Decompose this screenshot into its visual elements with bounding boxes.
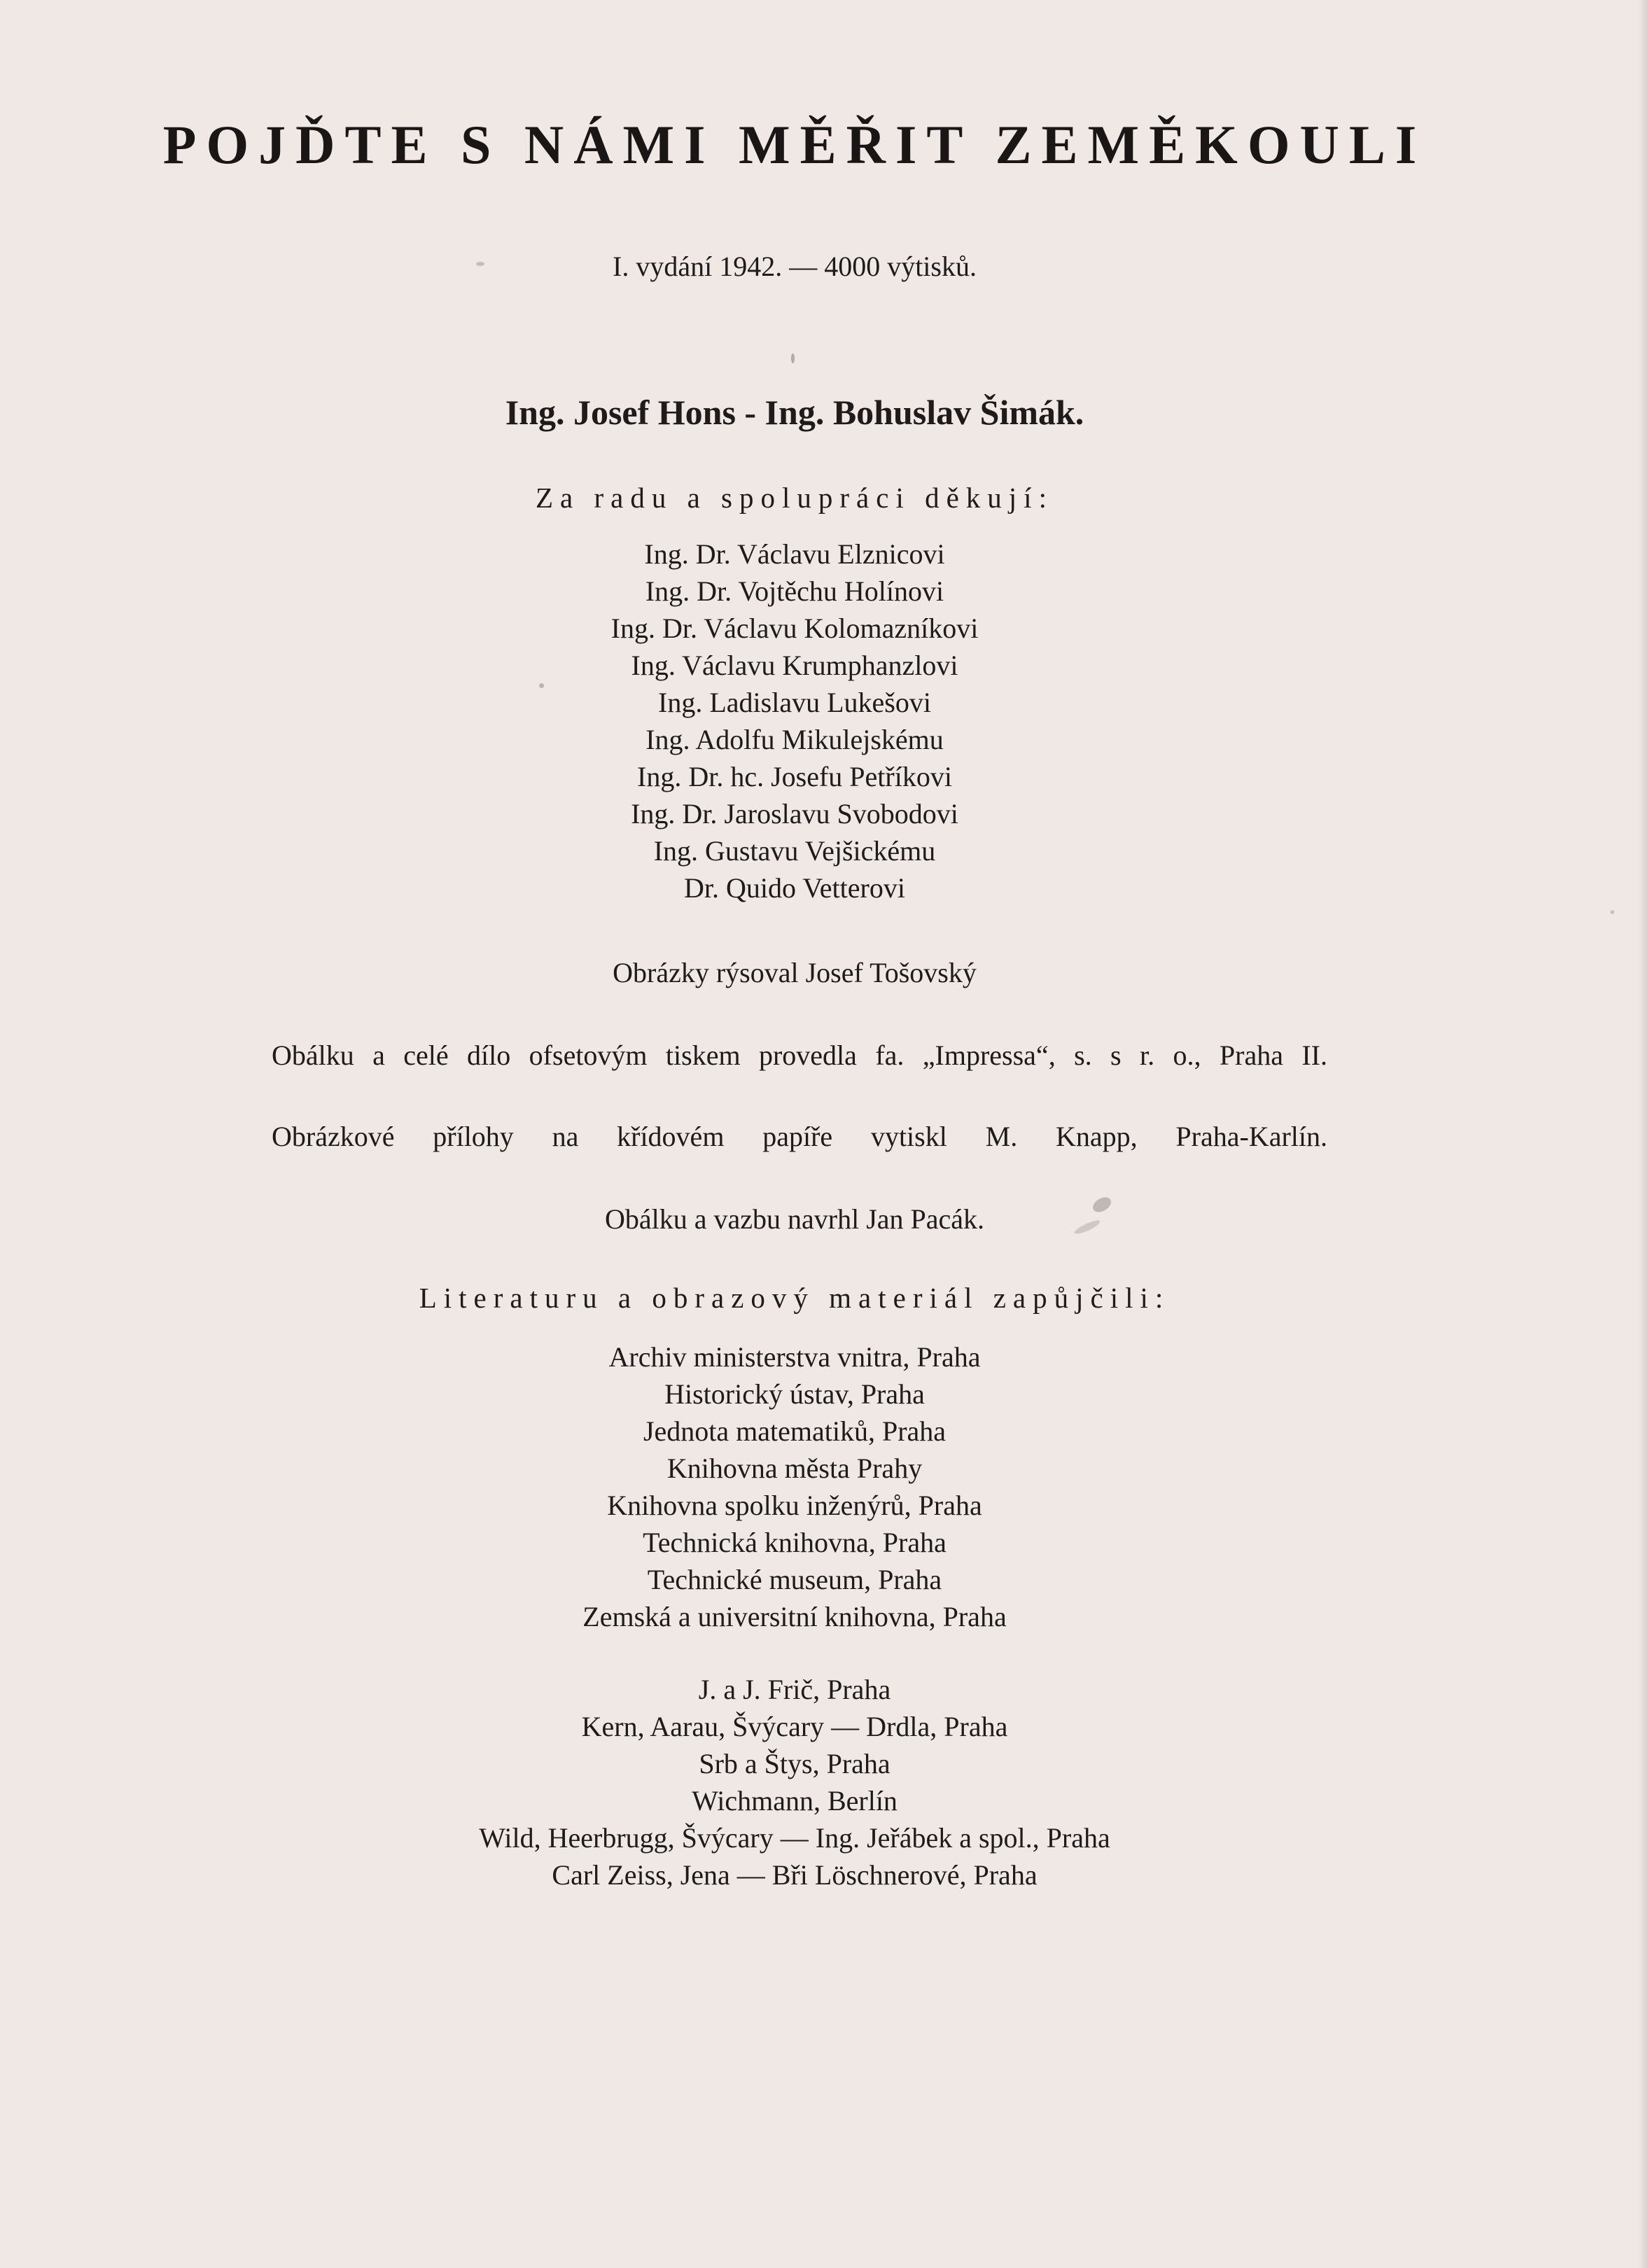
institution-item: Knihovna spolku inženýrů, Praha: [607, 1490, 982, 1521]
thanks-name: Ing. Dr. Václavu Elznicovi: [644, 538, 945, 570]
company-item: Srb a Štys, Praha: [699, 1748, 891, 1779]
company-item: Wichmann, Berlín: [692, 1785, 898, 1816]
institution-item: Archiv ministerstva vnitra, Praha: [608, 1341, 981, 1373]
thanks-heading: Za radu a spolupráci děkují:: [536, 482, 1054, 514]
thanks-name: Ing. Dr. Václavu Kolomazníkovi: [610, 612, 979, 644]
thanks-name: Ing. Adolfu Mikulejskému: [645, 724, 944, 755]
authors-line: Ing. Josef Hons - Ing. Bohuslav Šimák.: [505, 393, 1084, 432]
literature-heading: Literaturu a obrazový materiál zapůjčili:: [419, 1282, 1171, 1314]
company-item: Kern, Aarau, Švýcary — Drdla, Praha: [581, 1711, 1008, 1742]
company-item: Wild, Heerbrugg, Švýcary — Ing. Jeřábek a spol., Praha: [479, 1822, 1110, 1854]
thanks-name: Ing. Ladislavu Lukešovi: [658, 687, 931, 718]
thanks-name: Dr. Quido Vetterovi: [684, 872, 905, 904]
institution-item: Knihovna města Prahy: [666, 1452, 923, 1484]
institution-item: Historický ústav, Praha: [664, 1378, 925, 1410]
institution-item: Jednota matematiků, Praha: [643, 1415, 947, 1447]
book-title: POJĎTE S NÁMI MĚŘIT ZEMĚKOULI: [162, 114, 1427, 175]
credit-plates: Obrázkové přílohy na křídovém papíře vytiskl M. Knapp, Praha-Karlín.: [272, 1121, 1327, 1152]
companies-list: [0, 1671, 1589, 1893]
thanks-name: Ing. Dr. Jaroslavu Svobodovi: [631, 798, 958, 830]
institution-item: Technické museum, Praha: [647, 1564, 942, 1595]
page-edge-shadow: [1638, 0, 1648, 2268]
credit-print: Obálku a celé dílo ofsetovým tiskem provedla fa. „Impressa“, s. s r. o., Praha II.: [272, 1040, 1327, 1071]
paper-speck: [1610, 910, 1614, 914]
thanks-list: [0, 536, 1589, 906]
institution-item: Zemská a universitní knihovna, Praha: [582, 1601, 1007, 1632]
company-item: Carl Zeiss, Jena — Bři Löschnerové, Praha: [552, 1859, 1038, 1891]
thanks-name: Ing. Václavu Krumphanzlovi: [631, 650, 958, 681]
thanks-name: Ing. Dr. hc. Josefu Petříkovi: [637, 761, 952, 792]
institutions-list: [0, 1338, 1589, 1635]
credit-pictures: Obrázky rýsoval Josef Tošovský: [613, 957, 977, 988]
institution-item: Technická knihovna, Praha: [643, 1527, 947, 1558]
paper-speck: [791, 354, 795, 363]
paper-speck: [476, 262, 484, 266]
thanks-name: Ing. Gustavu Vejšickému: [653, 835, 936, 867]
thanks-name: Ing. Dr. Vojtěchu Holínovi: [645, 575, 944, 607]
paper-speck: [539, 683, 544, 688]
credit-binding: Obálku a vazbu navrhl Jan Pacák.: [604, 1203, 985, 1235]
company-item: J. a J. Frič, Praha: [698, 1674, 891, 1705]
edition-info: I. vydání 1942. — 4000 výtisků.: [613, 251, 977, 282]
